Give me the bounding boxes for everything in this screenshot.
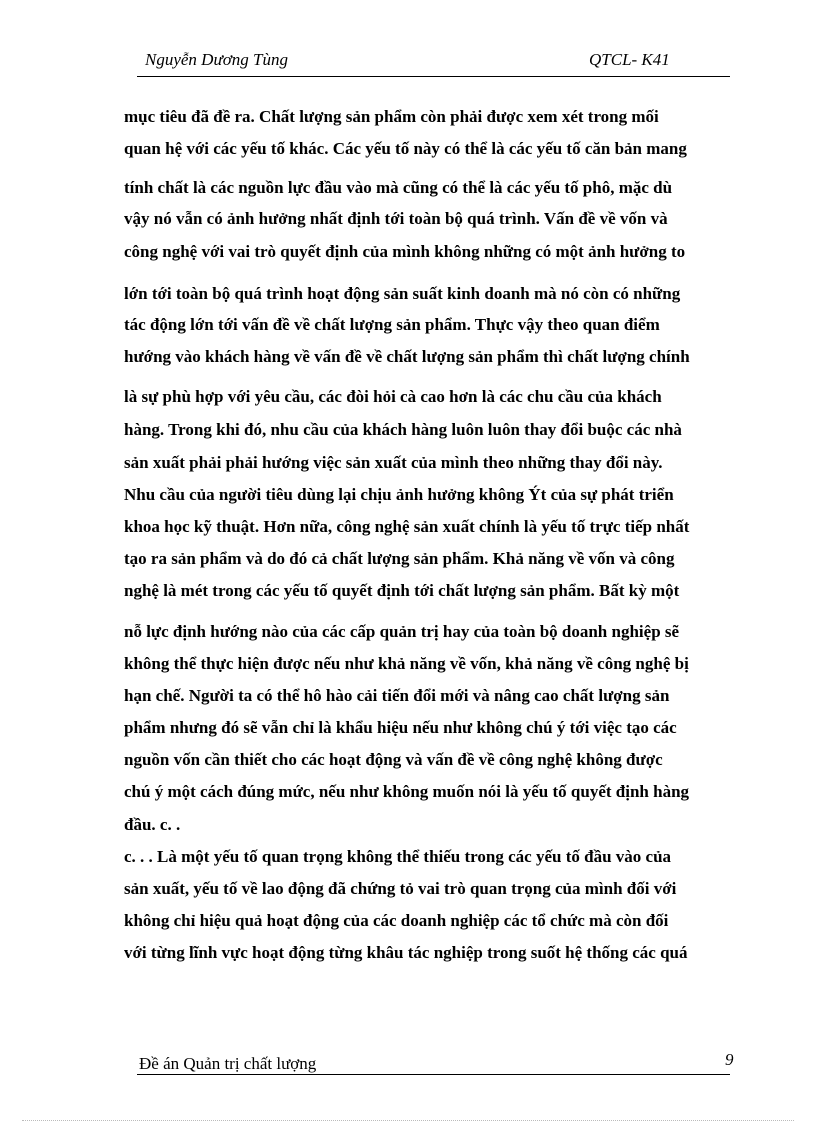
footer-document-title: Đề án Quản trị chất lượng: [139, 1054, 317, 1073]
body-line: tạo ra sản phẩm và do đó cả chất lượng sản phẩm. Khả năng về vốn và công: [124, 549, 675, 568]
body-line: không thể thực hiện được nếu như khả năng về vốn, khả năng về công nghệ bị: [124, 654, 689, 673]
body-line: khoa học kỹ thuật. Hơn nữa, công nghệ sản xuất chính là yếu tố trực tiếp nhất: [124, 517, 690, 536]
body-line: với từng lĩnh vực hoạt động từng khâu tác nghiệp trong suốt hệ thống các quá: [124, 943, 688, 962]
body-line: đầu. c. .: [124, 815, 181, 834]
body-line: hạn chế. Người ta có thể hô hào cải tiến đổi mới và nâng cao chất lượng sản: [124, 686, 670, 705]
page-footer: [137, 1050, 734, 1075]
body-line: hướng vào khách hàng về vấn đề về chất lượng sản phẩm thì chất lượng chính: [124, 347, 690, 366]
body-line: nghệ là mét trong các yếu tố quyết định tới chất lượng sản phẩm. Bất kỳ một: [124, 581, 680, 600]
body-line: tác động lớn tới vấn đề về chất lượng sản phẩm. Thực vậy theo quan điểm: [124, 315, 660, 334]
body-line: không chỉ hiệu quả hoạt động của các doanh nghiệp các tổ chức mà còn đối: [124, 911, 669, 930]
body-line: mục tiêu đã đề ra. Chất lượng sản phẩm còn phải được xem xét trong mối: [124, 107, 659, 126]
body-line: nguồn vốn cần thiết cho các hoạt động và vấn đề về công nghệ không được: [124, 750, 663, 769]
body-line: lớn tới toàn bộ quá trình hoạt động sản suất kinh doanh mà nó còn có những: [124, 284, 681, 303]
body-line: quan hệ với các yếu tố khác. Các yếu tố này có thể là các yếu tố căn bản mang: [124, 139, 687, 158]
body-line: là sự phù hợp với yêu cầu, các đòi hỏi cà cao hơn là các chu cầu của khách: [124, 387, 662, 406]
body-line: c. . . Là một yếu tố quan trọng không thể thiếu trong các yếu tố đầu vào của: [124, 847, 672, 866]
header-course-code: QTCL- K41: [589, 50, 670, 69]
body-line: sản xuất phải phải hướng việc sản xuất của mình theo những thay đổi này.: [124, 453, 663, 472]
body-line: Nhu cầu của người tiêu dùng lại chịu ảnh hưởng không Ýt của sự phát triển: [124, 485, 674, 504]
body-line: tính chất là các nguồn lực đầu vào mà cũng có thể là các yếu tố phô, mặc dù: [124, 178, 673, 197]
page-edge-divider: [22, 1120, 794, 1121]
page-header: [137, 48, 730, 77]
body-line: hàng. Trong khi đó, nhu cầu của khách hàng luôn luôn thay đổi buộc các nhà: [124, 420, 682, 439]
body-line: nỗ lực định hướng nào của các cấp quản trị hay của toàn bộ doanh nghiệp sẽ: [124, 622, 680, 641]
body-line: chú ý một cách đúng mức, nếu như không muốn nói là yếu tố quyết định hàng: [124, 782, 690, 801]
body-line: sản xuất, yếu tố về lao động đã chứng tỏ vai trò quan trọng của mình đối với: [124, 879, 677, 898]
body-line: vậy nó vẫn có ảnh hưởng nhất định tới toàn bộ quá trình. Vấn đề về vốn và: [124, 209, 668, 228]
header-author: Nguyễn Dương Tùng: [145, 50, 289, 69]
page-number: 9: [725, 1050, 734, 1069]
body-line: phẩm nhưng đó sẽ vẫn chỉ là khẩu hiệu nếu như không chú ý tới việc tạo các: [124, 718, 677, 737]
body-line: công nghệ với vai trò quyết định của mình không những có một ảnh hưởng to: [124, 242, 686, 261]
